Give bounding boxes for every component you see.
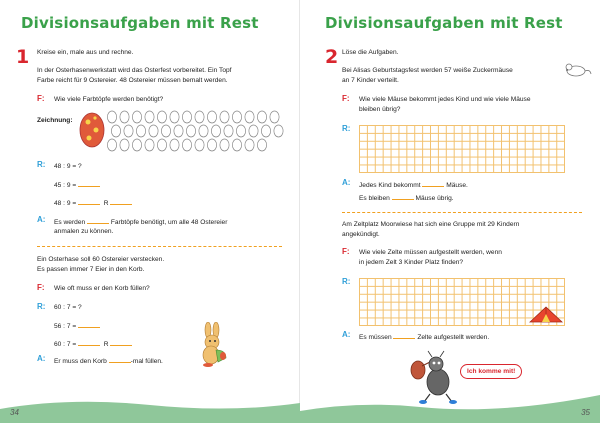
answer-line: Es müssen Zelte aufgestellt werden.: [359, 334, 490, 341]
question-text: Wie oft muss er den Korb füllen?: [54, 285, 150, 292]
page-title: Divisionsaufgaben mit Rest: [325, 14, 563, 32]
green-hill-decoration: [0, 393, 300, 423]
story-line: Ein Osterhase soll 60 Ostereier verstecken.: [37, 256, 165, 263]
egg-icon: [132, 111, 141, 123]
egg-icon: [257, 139, 266, 151]
egg-icon: [120, 111, 129, 123]
answer-line: anmalen zu können.: [54, 228, 114, 235]
task-number: 2: [325, 46, 339, 68]
egg-icon: [195, 111, 204, 123]
egg-icon: [120, 139, 129, 151]
answer-line: Er muss den Korb -mal füllen.: [54, 358, 163, 365]
egg-drawing: [78, 108, 288, 156]
answer-blank[interactable]: [78, 321, 100, 328]
divider: [342, 212, 582, 213]
story-line: an 7 Kinder verteilt.: [342, 77, 399, 84]
instruction: Kreise ein, male aus und rechne.: [37, 49, 134, 56]
story-line: In der Osterhasenwerkstatt wird das Osterfest vorbereitet. Ein Topf: [37, 67, 232, 74]
painted-egg-icon: [80, 113, 104, 147]
answer-blank[interactable]: [87, 217, 109, 224]
drawing-label: Zeichnung:: [37, 117, 73, 124]
story-line: Am Zeltplatz Moorwiese hat sich eine Gruppe mit 29 Kindern: [342, 221, 520, 228]
egg-icon: [236, 125, 245, 137]
egg-icon: [186, 125, 195, 137]
divider: [37, 246, 282, 247]
egg-icon: [157, 111, 166, 123]
answer-blank[interactable]: [422, 180, 444, 187]
egg-icon: [136, 125, 145, 137]
egg-icon: [107, 139, 116, 151]
egg-icon: [232, 139, 241, 151]
answer-line: Jedes Kind bekommt Mäuse.: [359, 182, 468, 189]
question-label: F:: [37, 94, 45, 103]
story-line: angekündigt.: [342, 231, 380, 238]
story-line: Es passen immer 7 Eier in den Korb.: [37, 266, 145, 273]
question-label: F:: [37, 283, 45, 292]
egg-icon: [245, 139, 254, 151]
egg-icon-group: [107, 111, 283, 151]
egg-icon: [274, 125, 283, 137]
page-number: 34: [10, 408, 19, 417]
calc-label: R:: [37, 302, 46, 311]
calc-label: R:: [37, 160, 46, 169]
bunny-with-basket-icon: [196, 322, 232, 368]
question-text: Wie viele Farbtöpfe werden benötigt?: [54, 96, 164, 103]
egg-icon: [149, 125, 158, 137]
egg-icon: [132, 139, 141, 151]
egg-icon: [245, 111, 254, 123]
answer-blank[interactable]: [78, 339, 100, 346]
answer-blank[interactable]: [393, 332, 415, 339]
egg-icon: [270, 111, 279, 123]
right-page: [300, 0, 600, 423]
answer-label: A:: [342, 330, 351, 339]
egg-icon: [207, 139, 216, 151]
egg-icon: [174, 125, 183, 137]
answer-line: Es bleiben Mäuse übrig.: [359, 195, 454, 202]
egg-icon: [211, 125, 220, 137]
egg-icon: [224, 125, 233, 137]
story-line: Bei Alisas Geburtstagsfest werden 57 weiße Zuckermäuse: [342, 67, 513, 74]
egg-icon: [157, 139, 166, 151]
egg-icon: [182, 139, 191, 151]
question-label: F:: [342, 247, 350, 256]
egg-icon: [199, 125, 208, 137]
egg-icon: [257, 111, 266, 123]
answer-blank[interactable]: [78, 180, 100, 187]
answer-blank[interactable]: [78, 198, 100, 205]
calc-line: 60 : 7 = ?: [54, 304, 82, 311]
egg-icon: [220, 111, 229, 123]
question-label: F:: [342, 94, 350, 103]
remainder-blank[interactable]: [110, 198, 132, 205]
calc-line: 60 : 7 = R: [54, 339, 132, 350]
egg-icon: [145, 111, 154, 123]
remainder-blank[interactable]: [110, 339, 132, 346]
question-text: Wie viele Mäuse bekommt jedes Kind und wie viele Mäuse: [359, 96, 531, 103]
answer-label: A:: [37, 354, 46, 363]
egg-icon: [161, 125, 170, 137]
question-text: Wie viele Zelte müssen aufgestellt werden, wenn: [359, 249, 502, 256]
page-title: Divisionsaufgaben mit Rest: [21, 14, 259, 32]
task-number: 1: [16, 46, 30, 68]
egg-icon: [195, 139, 204, 151]
calc-line: 56 : 7 =: [54, 321, 100, 332]
story-line: Farbe reicht für 9 Ostereier. 48 Ostereier müssen bemalt werden.: [37, 77, 228, 84]
egg-icon: [182, 111, 191, 123]
instruction: Löse die Aufgaben.: [342, 49, 399, 56]
egg-icon: [232, 111, 241, 123]
egg-icon: [107, 111, 116, 123]
calc-line: 48 : 9 = ?: [54, 163, 82, 170]
answer-blank[interactable]: [109, 356, 131, 363]
egg-icon: [145, 139, 154, 151]
calc-line: 48 : 9 = R: [54, 198, 132, 209]
tent-icon: [528, 304, 564, 324]
question-text: in jedem Zelt 3 Kinder Platz finden?: [359, 259, 464, 266]
speech-bubble: Ich komme mit!: [460, 364, 522, 379]
answer-blank[interactable]: [392, 193, 414, 200]
egg-icon: [124, 125, 133, 137]
egg-icon: [207, 111, 216, 123]
egg-icon: [170, 111, 179, 123]
page-number: 35: [581, 408, 590, 417]
egg-icon: [220, 139, 229, 151]
calc-label: R:: [342, 124, 351, 133]
egg-icon: [111, 125, 120, 137]
egg-icon: [249, 125, 258, 137]
answer-line: Es werden Farbtöpfe benötigt, um alle 48 Ostereier: [54, 219, 228, 226]
question-text: bleiben übrig?: [359, 106, 401, 113]
calc-line: 45 : 9 =: [54, 180, 100, 191]
mouse-icon: [562, 60, 592, 80]
egg-icon: [261, 125, 270, 137]
green-hill-decoration: [300, 389, 600, 423]
calc-label: R:: [342, 277, 351, 286]
answer-label: A:: [342, 178, 351, 187]
answer-label: A:: [37, 215, 46, 224]
egg-icon: [170, 139, 179, 151]
calculation-grid[interactable]: [359, 125, 565, 173]
